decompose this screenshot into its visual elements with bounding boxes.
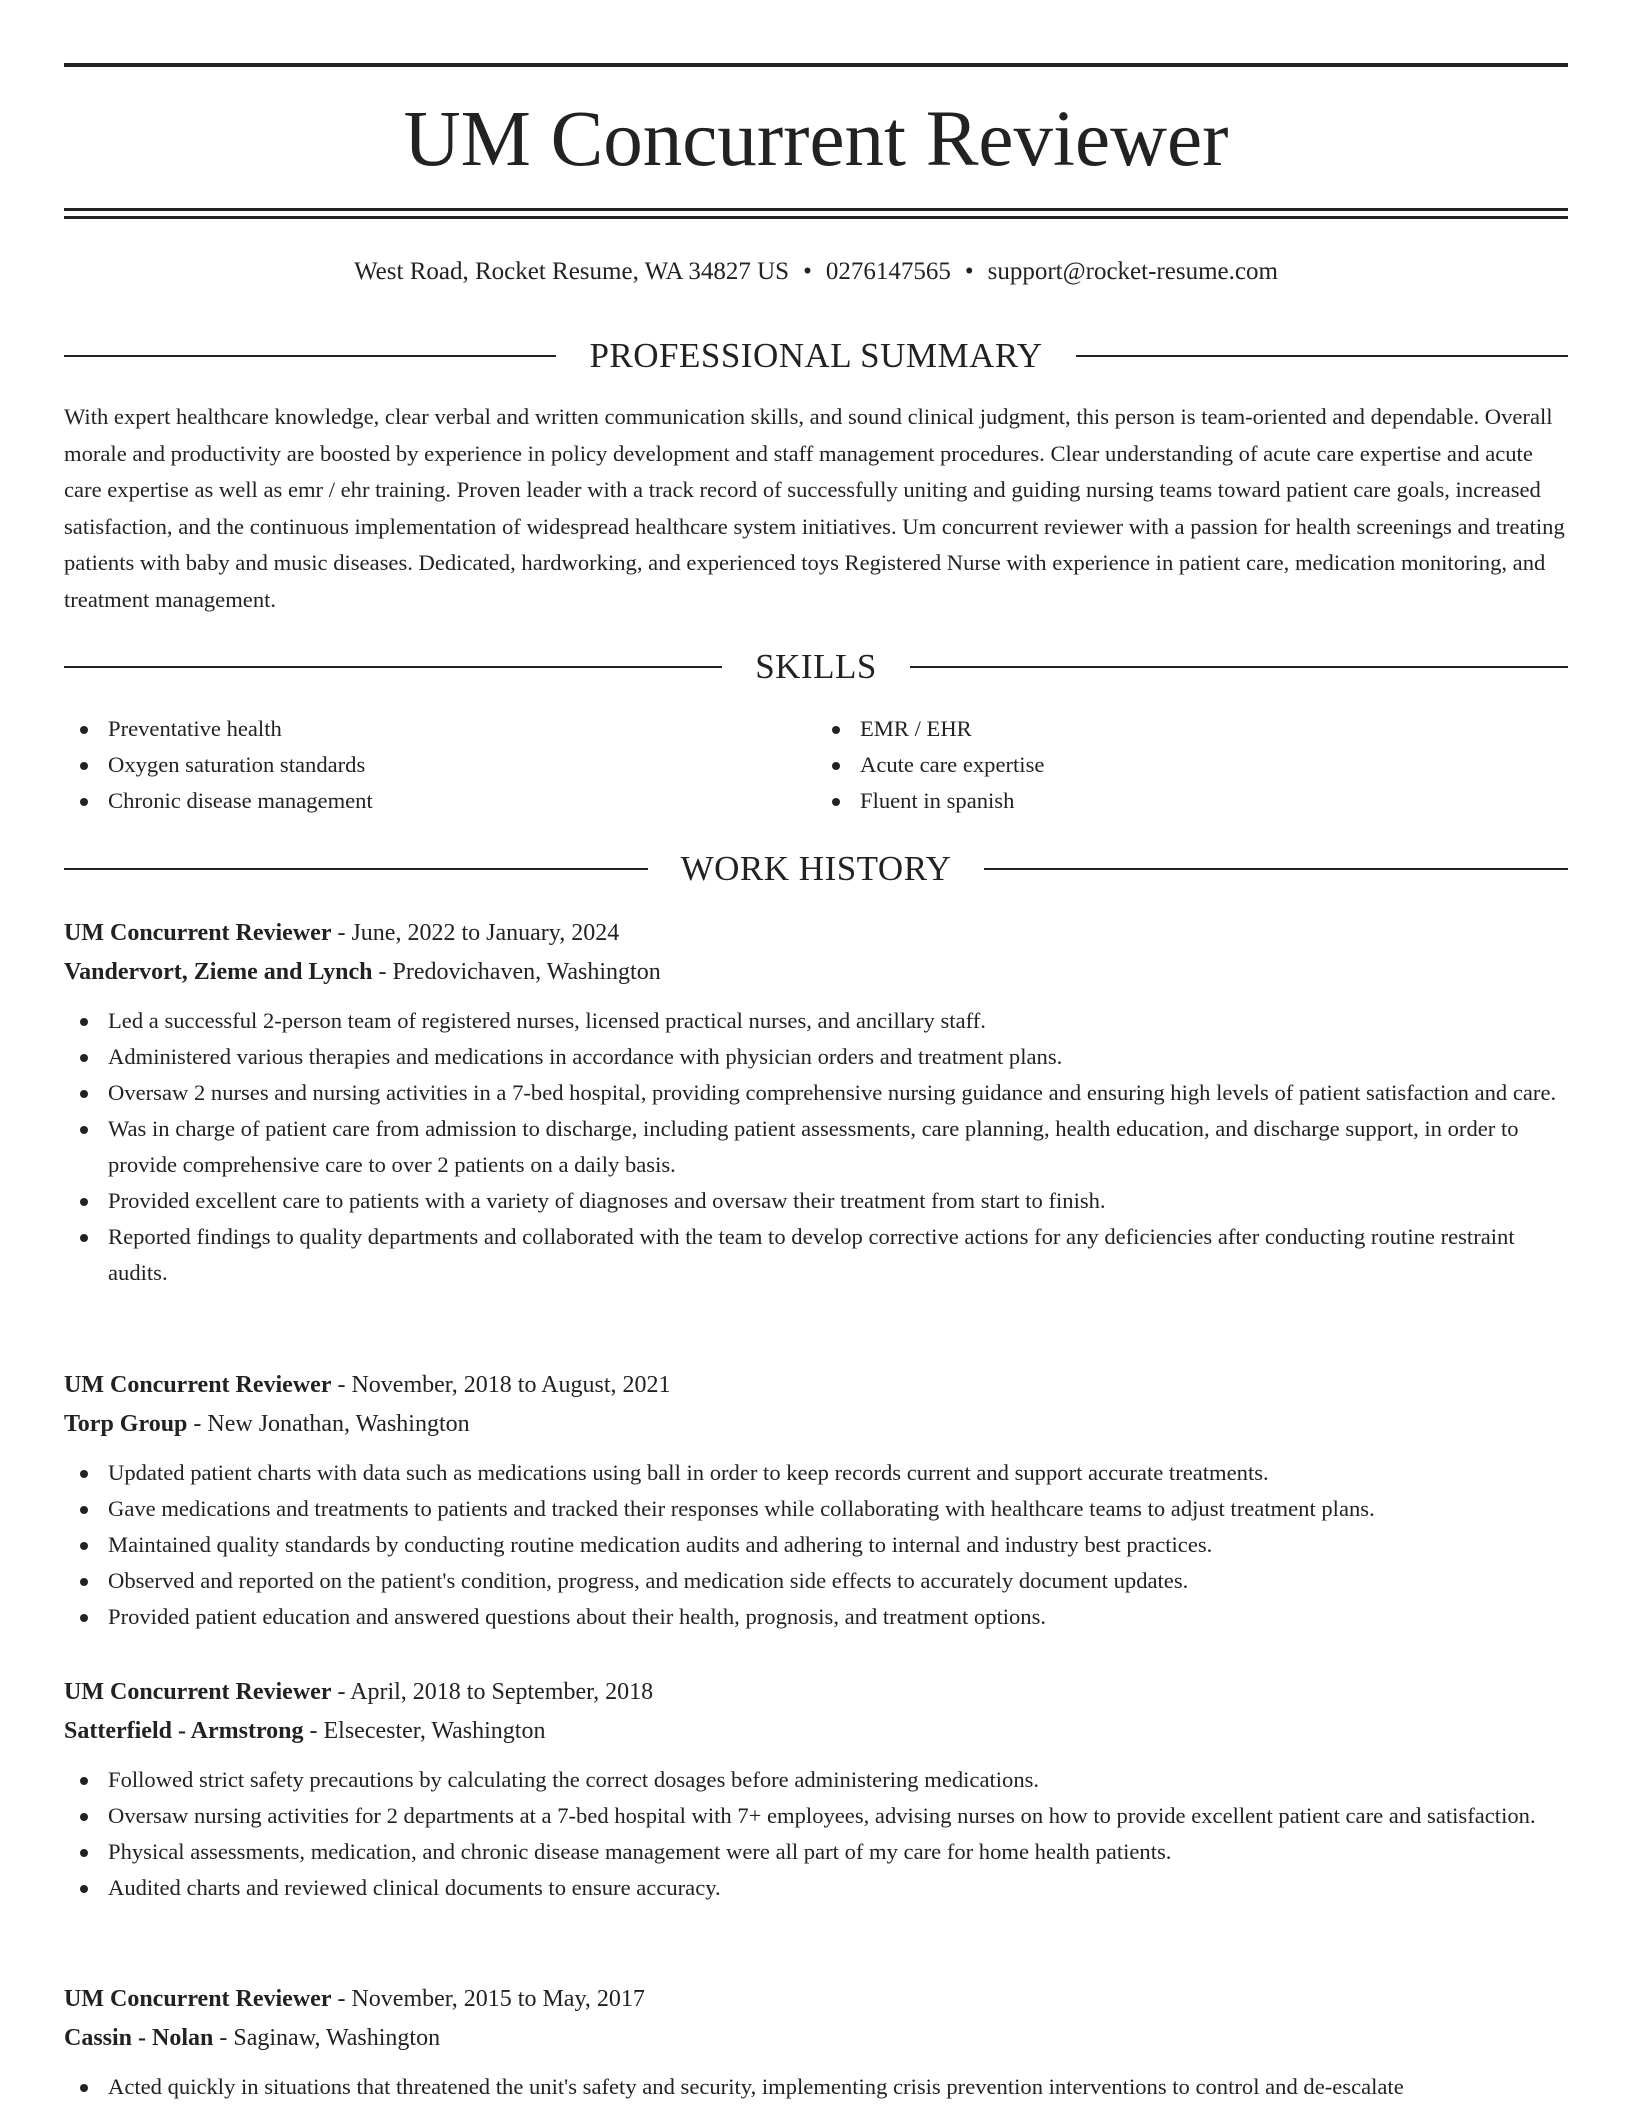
heading-rule-left (64, 355, 556, 357)
job-title-line (64, 1366, 1568, 1405)
job-company-line (64, 1712, 1568, 1751)
job-company: Cassin - Nolan (64, 2025, 214, 2051)
job-bullet: Gave medications and treatments to patients and tracked their responses while collaborating with healthcare teams to adjust treatment plans. (64, 1491, 1568, 1527)
top-rule (64, 63, 1568, 67)
contact-separator: • (803, 258, 812, 285)
job-bullets (64, 1455, 1568, 1635)
job-company-line (64, 1405, 1568, 1444)
job-entry (64, 1673, 1568, 1906)
skill-item: EMR / EHR (816, 711, 1568, 747)
job-bullet: Audited charts and reviewed clinical documents to ensure accuracy. (64, 1870, 1568, 1906)
skill-item: Fluent in spanish (816, 783, 1568, 819)
job-location: - Saginaw, Washington (213, 2025, 441, 2051)
job-location: - Predovichaven, Washington (372, 959, 661, 985)
contact-separator: • (964, 258, 974, 285)
skills-column-left (64, 711, 816, 819)
job-location: - New Jonathan, Washington (187, 1411, 470, 1437)
contact-line (64, 254, 1568, 290)
job-dates: - June, 2022 to January, 2024 (331, 920, 620, 946)
contact-phone: 0276147565 (825, 258, 951, 285)
title-rule-upper (64, 208, 1568, 211)
job-bullet: Updated patient charts with data such as medications using ball in order to keep records current and support accurate treatments. (64, 1455, 1568, 1491)
summary-section-heading (64, 334, 1568, 378)
job-bullet: Reported findings to quality departments and collaborated with the team to develop corrective actions for any deficiencies after conducting routine restraint audits. (64, 1219, 1568, 1291)
job-bullet: Observed and reported on the patient's condition, progress, and medication side effects to accurately document updates. (64, 1563, 1568, 1599)
job-entry (64, 914, 1568, 1291)
heading-rule-right (984, 868, 1568, 870)
job-bullet: Followed strict safety precautions by calculating the correct dosages before administering medications. (64, 1762, 1568, 1798)
skills-column-right (816, 711, 1568, 819)
job-title: UM Concurrent Reviewer (64, 1372, 332, 1398)
job-bullets (64, 1762, 1568, 1906)
work-heading: WORK HISTORY (680, 849, 952, 888)
heading-rule-left (64, 666, 722, 668)
skill-item: Preventative health (64, 711, 816, 747)
job-bullets (64, 1003, 1568, 1291)
job-entry (64, 1366, 1568, 1635)
job-company-line (64, 953, 1568, 992)
job-bullet: Oversaw 2 nurses and nursing activities in a 7-bed hospital, providing comprehensive nursing guidance and ensuring high levels of patient satisfaction and care. (64, 1075, 1568, 1111)
skill-item: Acute care expertise (816, 747, 1568, 783)
heading-rule-right (1076, 355, 1568, 357)
job-bullet: Administered various therapies and medications in accordance with physician orders and treatment plans. (64, 1039, 1568, 1075)
job-bullets (64, 2069, 1568, 2105)
skill-item: Chronic disease management (64, 783, 816, 819)
job-company: Torp Group (64, 1411, 188, 1437)
job-title-line (64, 1673, 1568, 1712)
job-bullet: Led a successful 2-person team of registered nurses, licensed practical nurses, and ancillary staff. (64, 1003, 1568, 1039)
job-title: UM Concurrent Reviewer (64, 1986, 332, 2012)
skill-item: Oxygen saturation standards (64, 747, 816, 783)
job-bullet: Acted quickly in situations that threatened the unit's safety and security, implementing crisis prevention interventions to control and de-escalate (64, 2069, 1568, 2105)
title-rule-lower (64, 216, 1568, 219)
job-bullet: Provided excellent care to patients with a variety of diagnoses and oversaw their treatment from start to finish. (64, 1183, 1568, 1219)
job-bullet: Oversaw nursing activities for 2 departments at a 7-bed hospital with 7+ employees, advising nurses on how to provide excellent patient care and satisfaction. (64, 1798, 1568, 1834)
contact-email: support@rocket-resume.com (987, 258, 1278, 285)
job-title: UM Concurrent Reviewer (64, 920, 332, 946)
job-location: - Elsecester, Washington (303, 1718, 546, 1744)
job-bullet: Was in charge of patient care from admission to discharge, including patient assessments, care planning, health education, and discharge support, in order to provide comprehensive care to over 2 patients on a daily basis. (64, 1111, 1568, 1183)
summary-heading: PROFESSIONAL SUMMARY (589, 336, 1043, 375)
job-title: UM Concurrent Reviewer (64, 1679, 332, 1705)
job-bullet: Maintained quality standards by conducting routine medication audits and adhering to internal and industry best practices. (64, 1527, 1568, 1563)
work-section-heading (64, 847, 1568, 891)
job-bullet: Physical assessments, medication, and chronic disease management were all part of my care for home health patients. (64, 1834, 1568, 1870)
job-company: Satterfield - Armstrong (64, 1718, 304, 1744)
heading-rule-right (910, 666, 1568, 668)
job-dates: - November, 2018 to August, 2021 (331, 1372, 671, 1398)
contact-address: West Road, Rocket Resume, WA 34827 US (354, 258, 790, 285)
summary-text: With expert healthcare knowledge, clear verbal and written communication skills, and sound clinical judgment, this person is team-oriented and dependable. Overall morale and productivity are boosted by experience in policy development and staff management procedures. Clear understanding of acute care expertise and acute care expertise as well as emr / ehr training. Proven leader with a track record of successfully uniting and guiding nursing teams toward patient care goals, increased satisfaction, and the continuous implementation of widespread healthcare system initiatives. Um concurrent reviewer with a passion for health screenings and treating patients with baby and music diseases. Dedicated, hardworking, and experienced toys Registered Nurse with experience in patient care, medication monitoring, and treatment management. (64, 404, 1565, 612)
skills-section-heading (64, 645, 1568, 689)
job-dates: - April, 2018 to September, 2018 (331, 1679, 654, 1705)
job-company-line (64, 2019, 1568, 2058)
job-company: Vandervort, Zieme and Lynch (64, 959, 373, 985)
skills-list (64, 711, 1568, 819)
resume-title: UM Concurrent Reviewer (403, 96, 1229, 183)
skills-heading: SKILLS (755, 647, 877, 686)
job-bullet: Provided patient education and answered questions about their health, prognosis, and treatment options. (64, 1599, 1568, 1635)
job-title-line (64, 914, 1568, 953)
heading-rule-left (64, 868, 648, 870)
job-dates: - November, 2015 to May, 2017 (331, 1986, 645, 2012)
job-entry (64, 1980, 1568, 2105)
job-title-line (64, 1980, 1568, 2019)
